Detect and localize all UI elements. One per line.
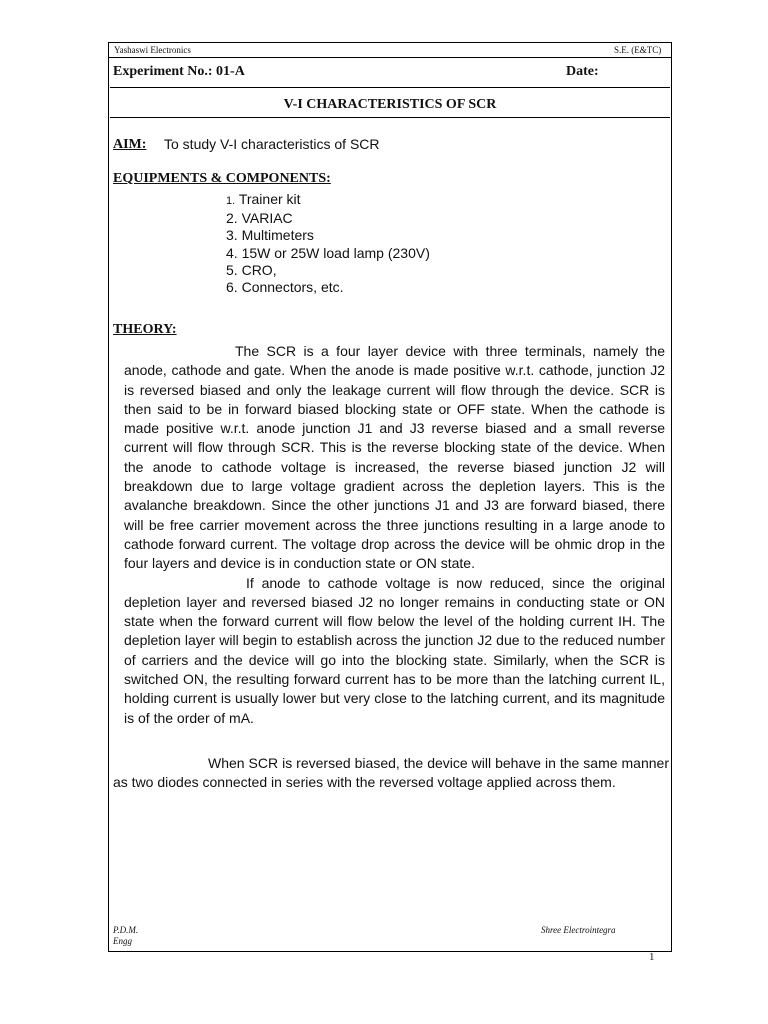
equipment-number: 5. bbox=[226, 261, 238, 278]
equipment-text: VARIAC bbox=[241, 210, 293, 227]
footer-left bbox=[113, 925, 138, 947]
title-bottom-divider bbox=[110, 117, 670, 118]
theory-label: THEORY: bbox=[113, 322, 177, 337]
date-label: Date: bbox=[566, 64, 599, 79]
equipment-text: CRO, bbox=[241, 261, 277, 278]
equipment-item bbox=[226, 191, 430, 210]
footer-left-line1: P.D.M. bbox=[113, 925, 139, 935]
footer-right: Shree Electrointegra bbox=[541, 925, 616, 935]
aim-text: To study V-I characteristics of SCR bbox=[164, 136, 380, 152]
equipment-item bbox=[226, 210, 430, 227]
footer-left-line2: Engg bbox=[113, 936, 132, 946]
header-divider bbox=[108, 57, 672, 58]
theory-body-conclusion bbox=[113, 740, 669, 807]
equipment-number: 1. bbox=[226, 195, 236, 207]
equipment-number: 6. bbox=[226, 279, 238, 296]
document-title: V-I CHARACTERISTICS OF SCR bbox=[283, 97, 497, 112]
equipments-label: EQUIPMENTS & COMPONENTS: bbox=[113, 171, 331, 186]
title-top-divider bbox=[110, 87, 670, 88]
equipment-number: 4. bbox=[226, 244, 238, 261]
equipment-number: 3. bbox=[226, 227, 238, 244]
equipment-item bbox=[226, 262, 430, 279]
equipment-number: 2. bbox=[226, 210, 238, 227]
equipment-text: 15W or 25W load lamp (230V) bbox=[241, 244, 430, 261]
equipment-text: Multimeters bbox=[241, 227, 314, 244]
theory-body bbox=[124, 342, 665, 728]
theory-paragraph: The SCR is a four layer device with three terminals, namely the anode, cathode and gate. When the anode is made positive w.r.t. cathode, junction J2 is reversed biased and only the leakage current will flow through the device. SCR is then said to be in forward biased blocking state or OFF state. When the cathode is made positive w.r.t. anode junction J1 and J3 reverse biased and a small reverse current will flow through SCR. This is the reverse blocking state of the device. When the anode to cathode voltage is increased, the reverse biased junction J2 will breakdown due to large voltage gradient across the depletion layers. This is the avalanche breakdown. Since the other junctions J1 and J3 are forward biased, there will be free carrier movement across the three junctions resulting in a large anode to cathode forward current. The voltage drop across the device will be ohmic drop in the four layers and device is in conduction state or ON state. bbox=[124, 343, 665, 572]
page-number: 1 bbox=[649, 951, 655, 963]
equipment-item bbox=[226, 245, 430, 262]
aim-label: AIM: bbox=[113, 137, 147, 152]
theory-paragraph: When SCR is reversed biased, the device will behave in the same manner as two diodes connected in series with the reversed voltage applied across them. bbox=[113, 755, 669, 791]
equipment-text: Trainer kit bbox=[238, 191, 301, 207]
header-left: Yashaswi Electronics bbox=[114, 45, 191, 55]
equipments-list bbox=[226, 191, 430, 296]
equipment-text: Connectors, etc. bbox=[241, 279, 344, 296]
experiment-number: Experiment No.: 01-A bbox=[113, 64, 245, 79]
equipment-item bbox=[226, 279, 430, 296]
header-right: S.E. (E&TC) bbox=[614, 45, 662, 55]
theory-paragraph: If anode to cathode voltage is now reduced, since the original depletion layer and reversed biased J2 no longer remains in conducting state or ON state when the forward current will flow below the level of the holding current IH. The depletion layer will begin to establish across the junction J2 due to the reduced number of carriers and the device will go into the blocking state. Similarly, when the SCR is switched ON, the resulting forward current has to be more than the latching current IL, holding current is usually lower but very close to the latching current, and its magnitude is of the order of mA. bbox=[124, 574, 665, 726]
equipment-item bbox=[226, 227, 430, 244]
